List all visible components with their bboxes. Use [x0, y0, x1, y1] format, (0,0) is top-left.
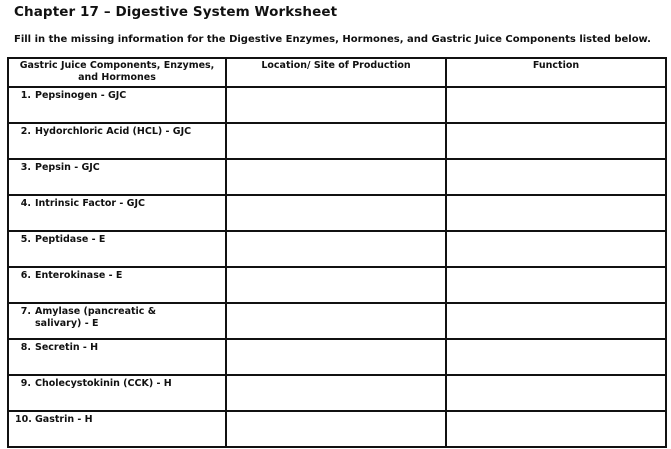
location-cell[interactable] — [226, 267, 446, 303]
component-cell — [8, 159, 226, 195]
component-cell — [8, 87, 226, 123]
table-row — [8, 231, 666, 267]
location-cell[interactable] — [226, 375, 446, 411]
component-name: Cholecystokinin (CCK) - H — [35, 378, 172, 389]
location-cell[interactable] — [226, 231, 446, 267]
function-cell[interactable] — [446, 195, 666, 231]
component-cell — [8, 231, 226, 267]
row-number: 5. — [20, 234, 31, 245]
worksheet-table — [7, 57, 667, 448]
component-name: Amylase (pancreatic & salivary) - E — [35, 306, 157, 329]
function-cell[interactable] — [446, 375, 666, 411]
function-cell[interactable] — [446, 411, 666, 447]
header-location: Location/ Site of Production — [226, 58, 446, 87]
location-cell[interactable] — [226, 159, 446, 195]
location-cell[interactable] — [226, 87, 446, 123]
function-cell[interactable] — [446, 231, 666, 267]
component-cell — [8, 339, 226, 375]
component-name: Enterokinase - E — [35, 270, 123, 281]
row-number: 8. — [20, 342, 31, 353]
function-cell[interactable] — [446, 303, 666, 339]
component-name: Pepsin - GJC — [35, 162, 100, 173]
function-cell[interactable] — [446, 267, 666, 303]
location-cell[interactable] — [226, 123, 446, 159]
component-name: Secretin - H — [35, 342, 99, 353]
component-cell — [8, 411, 226, 447]
row-number: 1. — [20, 90, 31, 101]
header-function: Function — [446, 58, 666, 87]
component-name: Intrinsic Factor - GJC — [35, 198, 145, 209]
component-cell — [8, 195, 226, 231]
location-cell[interactable] — [226, 303, 446, 339]
component-name: Pepsinogen - GJC — [35, 90, 127, 101]
row-number: 2. — [20, 126, 31, 137]
table-row — [8, 123, 666, 159]
location-cell[interactable] — [226, 339, 446, 375]
component-cell — [8, 303, 226, 339]
function-cell[interactable] — [446, 159, 666, 195]
function-cell[interactable] — [446, 87, 666, 123]
table-row — [8, 267, 666, 303]
row-number: 6. — [20, 270, 31, 281]
row-number: 9. — [20, 378, 31, 389]
component-cell — [8, 375, 226, 411]
table-row — [8, 87, 666, 123]
location-cell[interactable] — [226, 411, 446, 447]
page-title: Chapter 17 – Digestive System Worksheet — [14, 4, 338, 20]
table-row — [8, 303, 666, 339]
row-number: 10. — [15, 414, 32, 425]
table-row — [8, 195, 666, 231]
component-cell — [8, 267, 226, 303]
table-row — [8, 375, 666, 411]
row-number: 4. — [20, 198, 31, 209]
table-row — [8, 411, 666, 447]
row-number: 3. — [20, 162, 31, 173]
function-cell[interactable] — [446, 339, 666, 375]
component-name: Hydorchloric Acid (HCL) - GJC — [35, 126, 192, 137]
instructions: Fill in the missing information for the Digestive Enzymes, Hormones, and Gastric Juice Components listed below. — [14, 34, 651, 45]
component-cell — [8, 123, 226, 159]
component-name: Gastrin - H — [35, 414, 93, 425]
table-row — [8, 339, 666, 375]
row-number: 7. — [20, 306, 31, 317]
header-component: Gastric Juice Components, Enzymes, and Hormones — [8, 58, 226, 87]
function-cell[interactable] — [446, 123, 666, 159]
component-name: Peptidase - E — [35, 234, 106, 245]
table-row — [8, 159, 666, 195]
header-row — [8, 58, 666, 87]
location-cell[interactable] — [226, 195, 446, 231]
